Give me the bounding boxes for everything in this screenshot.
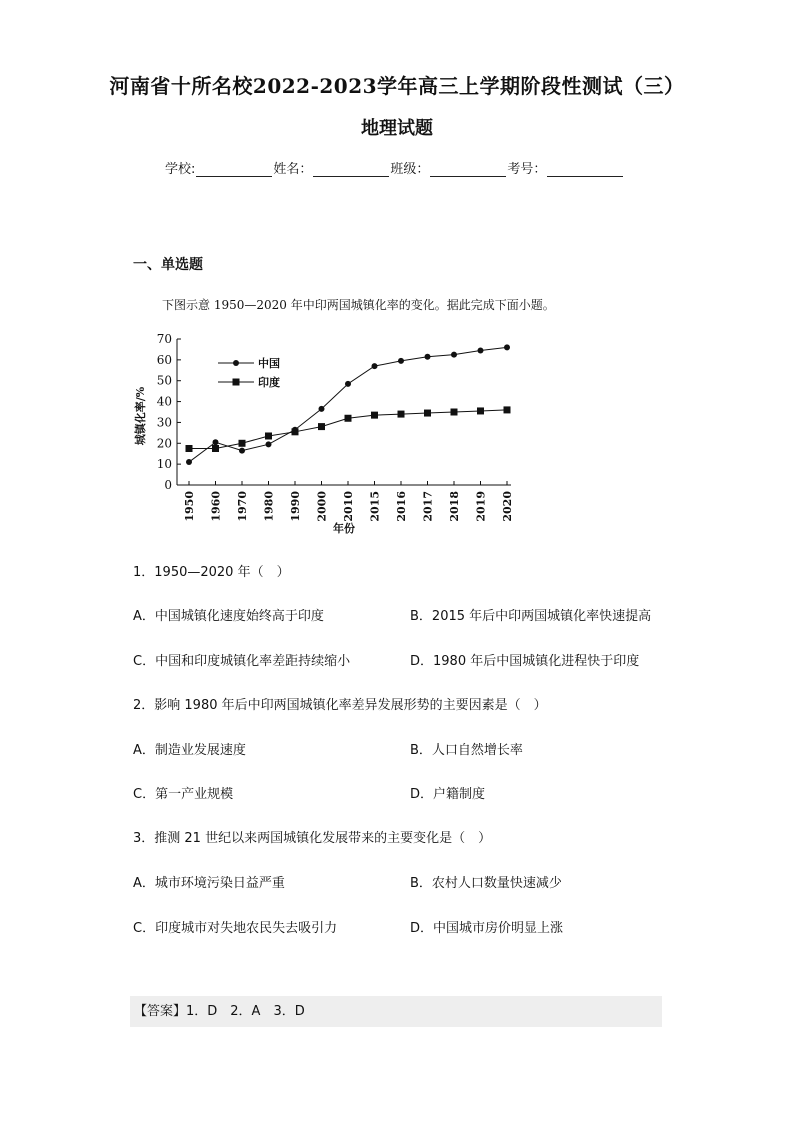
question-2-option-c[interactable]: C．第一产业规模 — [133, 787, 234, 802]
data-point — [372, 363, 378, 369]
exam-number-label: 考号： — [507, 162, 547, 177]
school-field[interactable] — [196, 162, 272, 177]
data-point — [345, 381, 351, 387]
question-3-option-b[interactable]: B．农村人口数量快速减少 — [410, 876, 562, 891]
section-title: 一、单选题 — [133, 257, 203, 273]
legend-label: 中国 — [258, 357, 280, 370]
legend-label: 印度 — [258, 376, 280, 389]
data-point — [292, 428, 299, 435]
school-label: 学校: — [165, 162, 196, 177]
x-tick-label: 1980 — [262, 491, 276, 522]
page-subtitle: 地理试题 — [361, 118, 433, 139]
data-point — [265, 432, 272, 439]
legend-marker — [233, 360, 239, 366]
data-point — [239, 440, 246, 447]
x-tick-label: 2020 — [501, 491, 514, 522]
class-label: 班级： — [390, 162, 430, 177]
question-1-option-c[interactable]: C．中国和印度城镇化率差距持续缩小 — [133, 654, 351, 669]
y-tick-label: 30 — [156, 415, 172, 430]
data-point — [398, 411, 405, 418]
question-2-option-d[interactable]: D．户籍制度 — [410, 787, 486, 802]
page-title: 河南省十所名校2022-2023学年高三上学期阶段性测试（三） — [109, 74, 685, 98]
question-3-option-d[interactable]: D．中国城市房价明显上涨 — [410, 921, 564, 936]
data-point — [212, 445, 219, 452]
data-point — [213, 439, 219, 445]
question-1-option-b[interactable]: B．2015 年后中印两国城镇化率快速提高 — [410, 609, 652, 624]
question-2-option-a[interactable]: A．制造业发展速度 — [133, 743, 246, 758]
data-point — [319, 406, 325, 412]
y-axis-title: 城镇化率/% — [134, 386, 147, 446]
data-point — [425, 354, 431, 360]
question-2-option-b[interactable]: B．人口自然增长率 — [410, 743, 523, 758]
y-tick-label: 50 — [156, 373, 172, 388]
data-point — [504, 344, 510, 350]
x-tick-label: 2000 — [315, 491, 329, 522]
name-field[interactable] — [313, 162, 389, 177]
data-point — [266, 441, 272, 447]
data-point — [371, 412, 378, 419]
x-tick-label: 1960 — [209, 491, 223, 522]
y-tick-label: 40 — [156, 394, 172, 409]
answer-box: 【答案】1．D 2．A 3．D — [130, 996, 662, 1027]
data-point — [424, 410, 431, 417]
question-1-stem: 1．1950—2020 年（ ） — [133, 565, 290, 580]
data-point — [451, 352, 457, 358]
x-tick-label: 2010 — [342, 491, 355, 522]
question-2-stem: 2．影响 1980 年后中印两国城镇化率差异发展形势的主要因素是（ ） — [133, 698, 547, 713]
legend-marker — [233, 379, 240, 386]
x-tick-label: 2016 — [395, 491, 408, 522]
x-tick-label: 2017 — [421, 491, 435, 522]
data-point — [504, 406, 511, 413]
y-tick-label: 60 — [156, 352, 172, 367]
question-1-option-d[interactable]: D．1980 年后中国城镇化进程快于印度 — [410, 654, 640, 669]
x-tick-label: 2015 — [368, 491, 382, 522]
question-3-option-c[interactable]: C．印度城市对失地农民失去吸引力 — [133, 921, 338, 936]
data-point — [186, 459, 192, 465]
class-field[interactable] — [430, 162, 506, 177]
x-tick-label: 1950 — [183, 491, 196, 522]
question-3-option-a[interactable]: A．城市环境污染日益严重 — [133, 876, 285, 891]
name-label: 姓名： — [273, 162, 313, 177]
question-1-option-a[interactable]: A．中国城镇化速度始终高于印度 — [133, 609, 324, 624]
question-3-stem: 3．推测 21 世纪以来两国城镇化发展带来的主要变化是（ ） — [133, 831, 492, 846]
data-point — [186, 445, 193, 452]
x-tick-label: 2019 — [474, 491, 488, 522]
data-point — [478, 347, 484, 353]
exam-number-field[interactable] — [547, 162, 623, 177]
data-point — [345, 415, 352, 422]
data-point — [477, 407, 484, 414]
x-tick-label: 1990 — [289, 491, 302, 522]
data-point — [239, 448, 245, 454]
x-axis-title: 年份 — [333, 522, 355, 535]
y-tick-label: 10 — [156, 457, 172, 472]
x-tick-label: 1970 — [236, 491, 249, 522]
y-tick-label: 20 — [156, 436, 172, 451]
y-tick-label: 0 — [164, 478, 172, 492]
data-point — [451, 409, 458, 416]
question-intro: 下图示意 1950—2020 年中印两国城镇化率的变化。据此完成下面小题。 — [162, 298, 555, 312]
data-point — [398, 358, 404, 364]
x-tick-label: 2018 — [448, 491, 461, 522]
student-info-line — [165, 158, 624, 177]
y-tick-label: 70 — [156, 332, 172, 346]
urbanization-chart — [130, 325, 530, 540]
data-point — [318, 423, 325, 430]
